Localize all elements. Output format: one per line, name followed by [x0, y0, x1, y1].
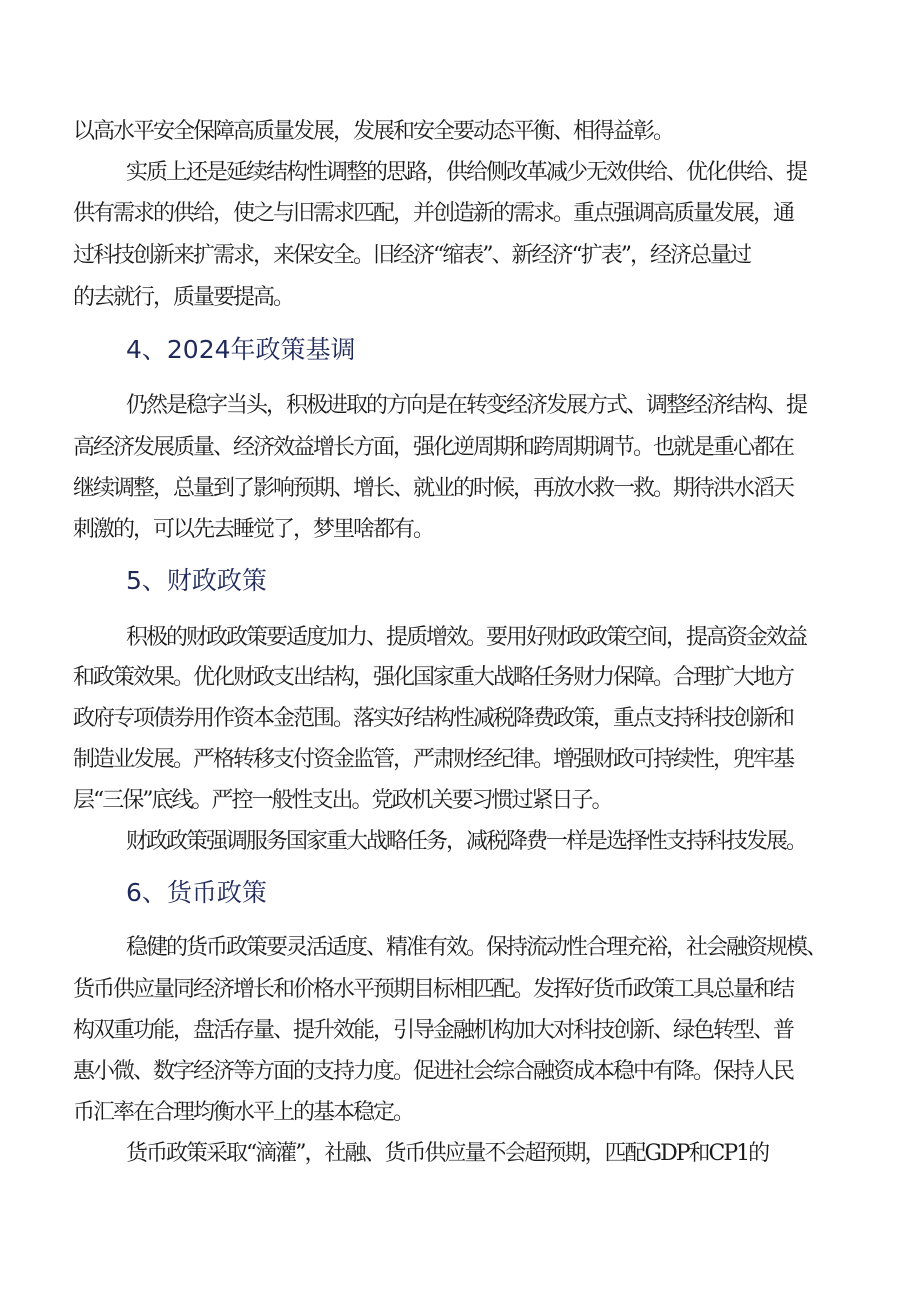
body-line: 继续调整，总量到了影响预期、增长、就业的时候，再放水救一救。期待洪水滔天 — [73, 476, 794, 501]
body-line: 货币政策采取“滴灌”，社融、货币供应量不会超预期，匹配GDP和CP1的 — [126, 1141, 769, 1166]
body-line: 实质上还是延续结构性调整的思路，供给侧改革减少无效供给、优化供给、提 — [126, 160, 807, 185]
body-line: 构双重功能，盘活存量、提升效能，引导金融机构加大对科技创新、绿色转型、普 — [73, 1018, 794, 1043]
body-line: 稳健的货币政策要灵活适度、精准有效。保持流动性合理充裕，社会融资规模、 — [126, 935, 827, 960]
body-line: 层“三保”底线。严控一般性支出。党政机关要习惯过紧日子。 — [73, 788, 612, 813]
body-line: 以高水平安全保障高质量发展，发展和安全要动态平衡、相得益彰。 — [73, 119, 674, 144]
section-heading-4: 4、2024年政策基调 — [126, 335, 356, 364]
body-line: 制造业发展。严格转移支付资金监管，严肃财经纪律。增强财政可持续性，兜牢基 — [73, 747, 794, 772]
section-heading-5: 5、财政政策 — [126, 566, 267, 595]
body-line: 积极的财政政策要适度加力、提质增效。要用好财政政策空间，提高资金效益 — [126, 625, 807, 650]
body-line: 币汇率在合理均衡水平上的基本稳定。 — [73, 1100, 414, 1125]
body-line: 供有需求的供给，使之与旧需求匹配，并创造新的需求。重点强调高质量发展，通 — [73, 201, 794, 226]
body-line: 仍然是稳字当头，积极进取的方向是在转变经济发展方式、调整经济结构、提 — [126, 393, 807, 418]
body-line: 惠小微、数字经济等方面的支持力度。促进社会综合融资成本稳中有降。保持人民 — [73, 1059, 794, 1084]
body-line: 刺激的，可以先去睡觉了，梦里啥都有。 — [73, 517, 434, 542]
body-line: 过科技创新来扩需求，来保安全。旧经济“缩表”、新经济“扩表”，经济总量过 — [73, 243, 750, 268]
section-heading-6: 6、货币政策 — [126, 878, 267, 907]
body-line: 的去就行，质量要提高。 — [73, 285, 294, 310]
body-line: 财政政策强调服务国家重大战略任务，减税降费一样是选择性支持科技发展。 — [126, 829, 807, 854]
body-line: 和政策效果。优化财政支出结构，强化国家重大战略任务财力保障。合理扩大地方 — [73, 665, 794, 690]
body-line: 政府专项债券用作资本金范围。落实好结构性减税降费政策，重点支持科技创新和 — [73, 706, 794, 731]
body-line: 货币供应量同经济增长和价格水平预期目标相匹配。发挥好货币政策工具总量和结 — [73, 977, 794, 1002]
body-line: 高经济发展质量、经济效益增长方面，强化逆周期和跨周期调节。也就是重心都在 — [73, 435, 794, 460]
